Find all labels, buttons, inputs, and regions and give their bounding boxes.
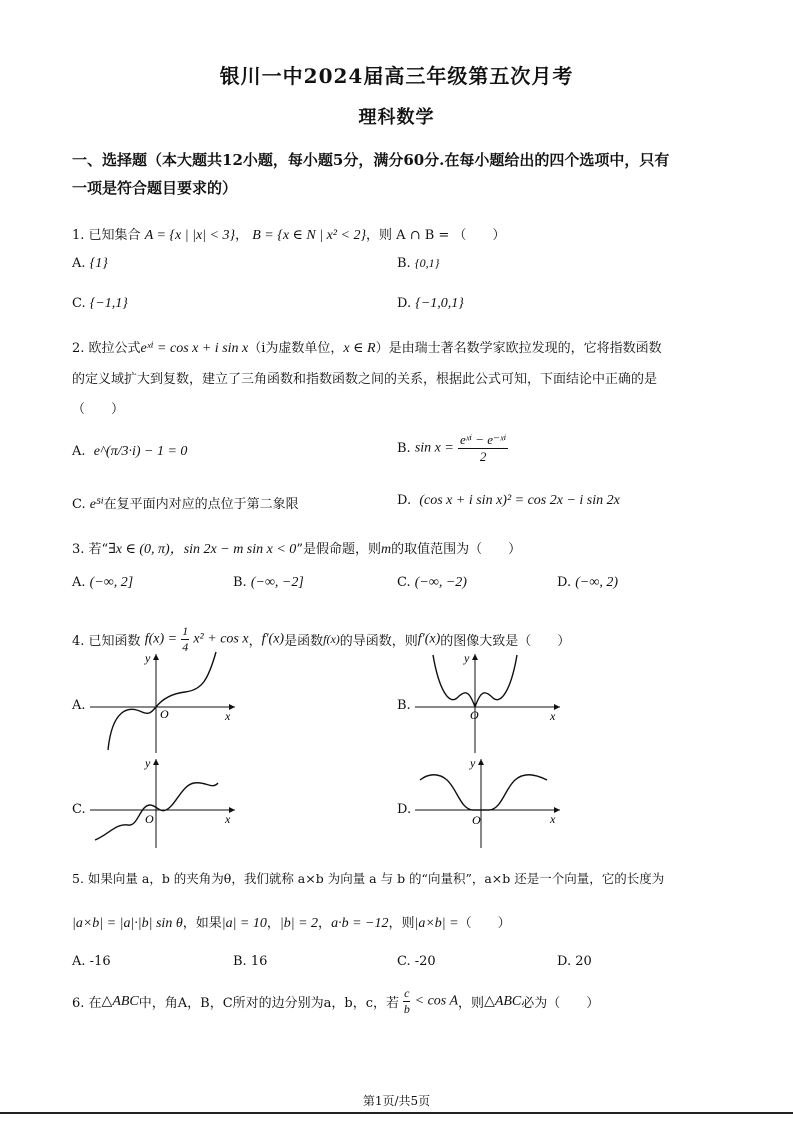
q4-graph-c [90,755,240,850]
q4-fx: f(x) = [144,631,178,647]
fraction-numerator: c [404,986,410,1000]
option-value: {−1,0,1} [415,296,464,311]
q4-suffix: 的图像大致是（ ） [440,634,571,649]
q2-option-d [397,493,620,509]
option-label: A. [72,256,86,271]
page-footer: 第1页/共5页 [362,1094,431,1108]
option-value: sin x = [414,440,454,456]
option-label: C. [397,575,411,590]
option-label: B. [233,575,247,590]
q5-mid: ，如果 [182,916,222,931]
option-label: A. [72,444,86,459]
q5-cond-a: |a| = 10 [221,916,267,931]
q6-triangle2: △ABC [484,994,522,1009]
y-axis-arrow-icon [472,654,478,660]
q5-option-c [397,954,436,969]
section-heading-line1: 一、选择题（本大题共12小题，每小题5分，满分60分.在每小题给出的四个选项中，只有 [72,151,670,169]
q5-option-d [557,954,592,969]
origin-label: O [160,707,169,721]
option-value: (cos x + i sin x)² = cos 2x − i sin 2x [419,493,620,508]
q3-option-b [233,575,304,591]
origin-label: O [470,708,479,722]
q4-option-d-label: D. [397,802,412,817]
curve [420,775,547,810]
option-label: A. [72,575,86,590]
q6-mid: 中，角A，B，C所对的边分别为a，b，c，若 [138,996,400,1011]
q4-option-c-label: C. [72,802,86,817]
curve [108,652,216,750]
question-6 [72,986,599,1017]
q1-prefix: 1. 已知集合 [72,228,141,243]
q5-option-b [233,954,267,969]
question-1 [72,224,505,244]
option-value: (−∞, 2) [575,575,618,590]
q1-set-a: A = {x | |x| < 3} [144,228,236,243]
option-label: C. [397,954,411,969]
q4-graph-a [90,650,240,755]
fraction-numerator: 1 [182,624,189,638]
q2-mid: （i为虚数单位， [248,341,344,356]
q3-suffix: ”是假命题，则 [296,542,381,557]
question-2-line1 [72,337,662,357]
q1-option-d [397,296,464,312]
y-axis-label: y [464,651,470,665]
y-axis-label: y [145,756,151,770]
q1-option-a [72,256,108,272]
q1-comma: ， [235,228,249,243]
q4-sep: ， [248,634,262,649]
q4-mid: 是函数 [284,634,324,649]
q1-set-b: B = {x ∈ N | x² < 2} [252,228,367,243]
option-label: B. [233,954,247,969]
q5-ask: |a×b| = [414,916,459,931]
origin-label: O [472,813,481,827]
q5-paren: （ ） [458,916,511,931]
q1-option-b [397,256,439,271]
q4-fprime2: f′(x) [417,631,441,647]
q5-suffix: ，则 [388,916,415,931]
x-axis-label: x [550,812,556,826]
q1-suffix: ，则 A ∩ B = （ ） [366,228,506,243]
option-label: B. [397,441,411,456]
q4-graph-b [415,650,565,755]
question-5-line2 [72,912,511,932]
q3-suffix2: 的取值范围为（ ） [391,542,522,557]
option-value: 16 [250,954,268,969]
q3-proposition: ∃x ∈ (0, π)，sin 2x − m sin x < 0 [108,542,297,557]
option-math: e⁵ⁱ [89,497,104,512]
q1-option-c [72,296,128,312]
option-label: B. [397,256,411,271]
q6-fraction [403,986,410,1017]
origin-label: O [145,812,154,826]
q6-triangle: △ABC [101,994,139,1009]
option-value: {0,1} [414,256,440,270]
q5-option-a [72,954,111,969]
fraction-numerator: eˣⁱ − e⁻ˣⁱ [459,432,507,447]
option-label: C. [72,497,86,512]
x-axis-label: x [225,812,231,826]
x-axis-label: x [550,709,556,723]
q3-prefix: 3. 若“ [72,542,109,557]
option-label: D. [557,575,572,590]
q4-mid3: 的导函数，则 [339,634,418,649]
x-axis-label: x [225,709,231,723]
q3-option-a [72,575,133,591]
y-axis-arrow-icon [153,654,159,660]
q2-euler-formula: eˣⁱ = cos x + i sin x [140,341,249,356]
q5-definition: |a×b| = |a|·|b| sin θ [72,916,183,931]
y-axis-arrow-icon [478,759,484,765]
q2-option-a [72,444,187,460]
q2-option-b [397,432,508,465]
q5-sep: ， [318,916,332,931]
q3-var-m: m [380,542,392,557]
q4-option-b-label: B. [397,698,411,713]
question-3 [72,538,521,558]
option-value: -16 [89,954,111,969]
question-2-line2: 的定义域扩大到复数，建立了三角函数和指数函数之间的关系，根据此公式可知，下面结论中正确的是 [72,372,658,387]
page-title: 银川一中2024届高三年级第五次月考 [219,64,574,88]
q6-inequality: < cos A [414,993,459,1009]
option-value: (−∞, 2] [89,575,134,590]
option-value: (−∞, −2) [414,575,467,590]
page-bottom-rule [0,1112,793,1114]
q6-prefix: 6. 在 [72,996,102,1011]
q5-cond-dot: a·b = −12 [331,916,389,931]
fraction-denominator: 4 [182,640,189,654]
q4-prefix: 4. 已知函数 [72,634,141,649]
option-label: A. [72,954,86,969]
page-subtitle: 理科数学 [358,107,435,128]
option-label: D. [557,954,572,969]
question-2-line3: （ ） [72,402,125,417]
option-label: C. [72,296,86,311]
option-value: 在复平面内对应的点位于第二象限 [103,497,299,512]
y-axis-label: y [470,756,476,770]
option-label: D. [397,493,412,508]
q3-option-d [557,575,618,591]
q2-option-b-fraction [458,432,508,465]
q6-mid2: ，则 [458,996,485,1011]
q4-fx2: f(x) [323,632,340,646]
question-5-line1: 5. 如果向量 a，b 的夹角为θ，我们就称 a×b 为向量 a 与 b 的“向量积”，a×b 还是一个向量，它的长度为 [72,871,665,886]
section-heading-line2: 一项是符合题目要求的） [72,179,238,197]
option-value: {−1,1} [89,296,128,311]
fraction-denominator: b [403,1002,410,1016]
fraction-denominator: 2 [479,449,487,464]
y-axis-arrow-icon [153,759,159,765]
y-axis-label: y [145,651,151,665]
q4-fx-rest: x² + cos x [193,631,249,647]
option-value: (−∞, −2] [250,575,304,590]
q5-cond-b: |b| = 2 [279,916,319,931]
q6-suffix: 必为（ ） [521,996,600,1011]
q2-prefix: 2. 欧拉公式 [72,341,141,356]
q5-sep: ， [266,916,280,931]
q2-suffix: ）是由瑞士著名数学家欧拉发现的，它将指数函数 [375,341,662,356]
q2-option-c [72,493,299,513]
q3-option-c [397,575,467,591]
option-value: {1} [89,256,108,271]
q4-graph-d [415,755,565,850]
option-label: D. [397,296,412,311]
q4-fprime: f′(x) [261,631,285,647]
option-value: e^(π/3·i) − 1 = 0 [93,444,188,459]
option-value: -20 [414,954,436,969]
option-value: 20 [575,954,592,969]
q2-domain: x ∈ R [343,341,376,356]
q4-option-a-label: A. [72,698,86,713]
